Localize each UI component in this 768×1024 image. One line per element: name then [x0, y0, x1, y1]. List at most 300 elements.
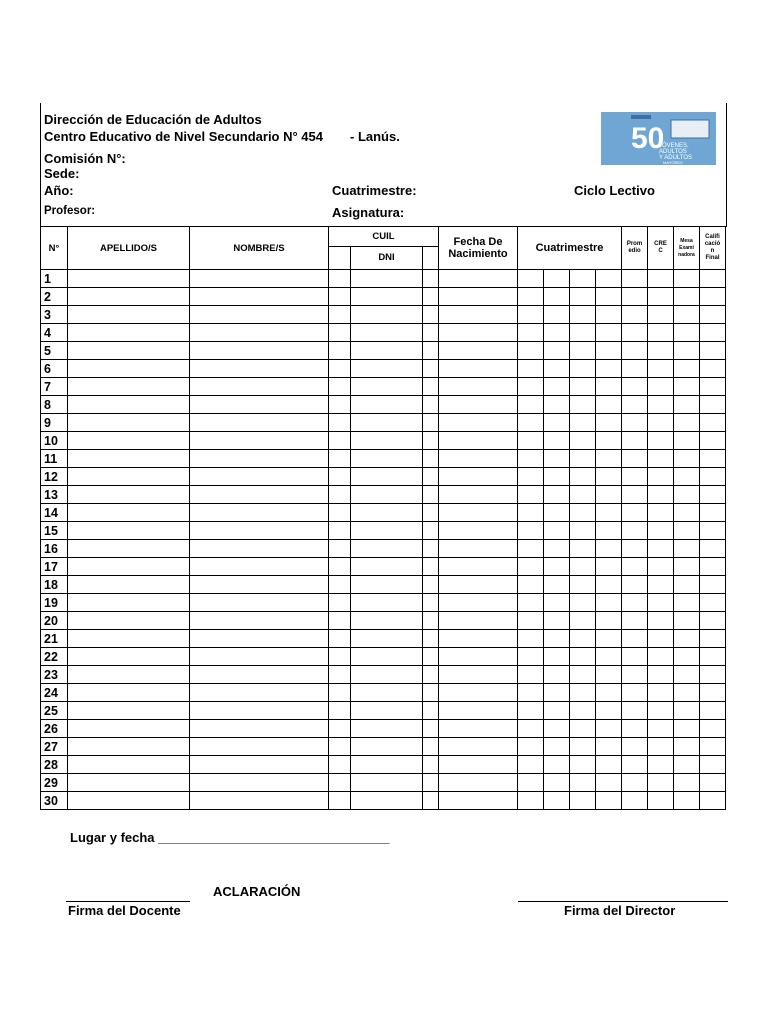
entry-cell[interactable]: [570, 738, 596, 756]
entry-cell[interactable]: [622, 612, 648, 630]
entry-cell[interactable]: [68, 558, 190, 576]
entry-cell[interactable]: [570, 288, 596, 306]
entry-cell[interactable]: [439, 522, 518, 540]
entry-cell[interactable]: [68, 342, 190, 360]
entry-cell[interactable]: [700, 360, 726, 378]
entry-cell[interactable]: [423, 450, 439, 468]
entry-cell[interactable]: [596, 450, 622, 468]
entry-cell[interactable]: [622, 684, 648, 702]
entry-cell[interactable]: [190, 306, 329, 324]
entry-cell[interactable]: [674, 738, 700, 756]
entry-cell[interactable]: [596, 702, 622, 720]
entry-cell[interactable]: [423, 468, 439, 486]
entry-cell[interactable]: [351, 360, 423, 378]
entry-cell[interactable]: [700, 666, 726, 684]
entry-cell[interactable]: [700, 504, 726, 522]
entry-cell[interactable]: [648, 792, 674, 810]
entry-cell[interactable]: [648, 288, 674, 306]
entry-cell[interactable]: [544, 666, 570, 684]
entry-cell[interactable]: [622, 378, 648, 396]
entry-cell[interactable]: [570, 630, 596, 648]
entry-cell[interactable]: [518, 666, 544, 684]
entry-cell[interactable]: [190, 666, 329, 684]
entry-cell[interactable]: [622, 396, 648, 414]
entry-cell[interactable]: [68, 396, 190, 414]
entry-cell[interactable]: [439, 432, 518, 450]
entry-cell[interactable]: [544, 738, 570, 756]
entry-cell[interactable]: [423, 504, 439, 522]
entry-cell[interactable]: [622, 666, 648, 684]
entry-cell[interactable]: [518, 612, 544, 630]
entry-cell[interactable]: [622, 414, 648, 432]
entry-cell[interactable]: [700, 738, 726, 756]
entry-cell[interactable]: [544, 450, 570, 468]
entry-cell[interactable]: [190, 486, 329, 504]
entry-cell[interactable]: [439, 360, 518, 378]
entry-cell[interactable]: [674, 288, 700, 306]
entry-cell[interactable]: [351, 396, 423, 414]
entry-cell[interactable]: [518, 648, 544, 666]
entry-cell[interactable]: [648, 342, 674, 360]
entry-cell[interactable]: [329, 486, 351, 504]
entry-cell[interactable]: [190, 342, 329, 360]
entry-cell[interactable]: [622, 288, 648, 306]
entry-cell[interactable]: [351, 702, 423, 720]
entry-cell[interactable]: [518, 288, 544, 306]
entry-cell[interactable]: [544, 360, 570, 378]
entry-cell[interactable]: [648, 648, 674, 666]
entry-cell[interactable]: [190, 540, 329, 558]
entry-cell[interactable]: [351, 378, 423, 396]
entry-cell[interactable]: [622, 702, 648, 720]
entry-cell[interactable]: [518, 360, 544, 378]
entry-cell[interactable]: [439, 576, 518, 594]
entry-cell[interactable]: [68, 360, 190, 378]
entry-cell[interactable]: [570, 612, 596, 630]
entry-cell[interactable]: [518, 324, 544, 342]
entry-cell[interactable]: [518, 630, 544, 648]
entry-cell[interactable]: [329, 612, 351, 630]
entry-cell[interactable]: [439, 720, 518, 738]
entry-cell[interactable]: [596, 594, 622, 612]
entry-cell[interactable]: [700, 612, 726, 630]
entry-cell[interactable]: [648, 720, 674, 738]
entry-cell[interactable]: [329, 522, 351, 540]
entry-cell[interactable]: [570, 270, 596, 288]
entry-cell[interactable]: [190, 702, 329, 720]
entry-cell[interactable]: [423, 576, 439, 594]
entry-cell[interactable]: [544, 648, 570, 666]
entry-cell[interactable]: [622, 324, 648, 342]
entry-cell[interactable]: [596, 774, 622, 792]
entry-cell[interactable]: [190, 684, 329, 702]
entry-cell[interactable]: [423, 792, 439, 810]
entry-cell[interactable]: [439, 306, 518, 324]
entry-cell[interactable]: [544, 486, 570, 504]
entry-cell[interactable]: [596, 504, 622, 522]
entry-cell[interactable]: [570, 378, 596, 396]
entry-cell[interactable]: [700, 432, 726, 450]
entry-cell[interactable]: [570, 720, 596, 738]
entry-cell[interactable]: [596, 630, 622, 648]
entry-cell[interactable]: [700, 288, 726, 306]
entry-cell[interactable]: [674, 522, 700, 540]
entry-cell[interactable]: [544, 594, 570, 612]
entry-cell[interactable]: [329, 576, 351, 594]
entry-cell[interactable]: [700, 576, 726, 594]
entry-cell[interactable]: [544, 558, 570, 576]
entry-cell[interactable]: [596, 378, 622, 396]
entry-cell[interactable]: [68, 612, 190, 630]
entry-cell[interactable]: [439, 270, 518, 288]
entry-cell[interactable]: [570, 468, 596, 486]
entry-cell[interactable]: [544, 720, 570, 738]
entry-cell[interactable]: [622, 594, 648, 612]
entry-cell[interactable]: [423, 774, 439, 792]
entry-cell[interactable]: [329, 504, 351, 522]
entry-cell[interactable]: [329, 378, 351, 396]
entry-cell[interactable]: [544, 504, 570, 522]
entry-cell[interactable]: [596, 342, 622, 360]
entry-cell[interactable]: [423, 738, 439, 756]
entry-cell[interactable]: [423, 684, 439, 702]
entry-cell[interactable]: [544, 324, 570, 342]
entry-cell[interactable]: [351, 324, 423, 342]
entry-cell[interactable]: [596, 324, 622, 342]
entry-cell[interactable]: [423, 756, 439, 774]
entry-cell[interactable]: [648, 522, 674, 540]
entry-cell[interactable]: [518, 576, 544, 594]
entry-cell[interactable]: [518, 720, 544, 738]
entry-cell[interactable]: [423, 522, 439, 540]
entry-cell[interactable]: [648, 774, 674, 792]
entry-cell[interactable]: [544, 540, 570, 558]
entry-cell[interactable]: [596, 486, 622, 504]
entry-cell[interactable]: [518, 270, 544, 288]
entry-cell[interactable]: [518, 738, 544, 756]
entry-cell[interactable]: [570, 306, 596, 324]
entry-cell[interactable]: [351, 774, 423, 792]
entry-cell[interactable]: [190, 594, 329, 612]
entry-cell[interactable]: [570, 792, 596, 810]
entry-cell[interactable]: [674, 702, 700, 720]
entry-cell[interactable]: [596, 756, 622, 774]
entry-cell[interactable]: [544, 630, 570, 648]
entry-cell[interactable]: [544, 414, 570, 432]
entry-cell[interactable]: [596, 270, 622, 288]
entry-cell[interactable]: [674, 540, 700, 558]
entry-cell[interactable]: [518, 792, 544, 810]
entry-cell[interactable]: [518, 468, 544, 486]
entry-cell[interactable]: [68, 594, 190, 612]
entry-cell[interactable]: [68, 720, 190, 738]
entry-cell[interactable]: [518, 396, 544, 414]
entry-cell[interactable]: [190, 648, 329, 666]
entry-cell[interactable]: [439, 450, 518, 468]
entry-cell[interactable]: [423, 396, 439, 414]
entry-cell[interactable]: [68, 576, 190, 594]
entry-cell[interactable]: [596, 684, 622, 702]
entry-cell[interactable]: [439, 540, 518, 558]
entry-cell[interactable]: [648, 324, 674, 342]
entry-cell[interactable]: [351, 540, 423, 558]
entry-cell[interactable]: [423, 630, 439, 648]
entry-cell[interactable]: [622, 630, 648, 648]
entry-cell[interactable]: [570, 324, 596, 342]
entry-cell[interactable]: [329, 342, 351, 360]
entry-cell[interactable]: [570, 342, 596, 360]
entry-cell[interactable]: [622, 540, 648, 558]
entry-cell[interactable]: [423, 666, 439, 684]
entry-cell[interactable]: [190, 432, 329, 450]
entry-cell[interactable]: [439, 756, 518, 774]
entry-cell[interactable]: [518, 540, 544, 558]
entry-cell[interactable]: [68, 270, 190, 288]
entry-cell[interactable]: [648, 756, 674, 774]
entry-cell[interactable]: [329, 306, 351, 324]
entry-cell[interactable]: [622, 738, 648, 756]
entry-cell[interactable]: [190, 522, 329, 540]
entry-cell[interactable]: [570, 774, 596, 792]
entry-cell[interactable]: [596, 576, 622, 594]
entry-cell[interactable]: [68, 432, 190, 450]
entry-cell[interactable]: [329, 540, 351, 558]
entry-cell[interactable]: [596, 360, 622, 378]
entry-cell[interactable]: [596, 306, 622, 324]
entry-cell[interactable]: [190, 468, 329, 486]
entry-cell[interactable]: [648, 540, 674, 558]
entry-cell[interactable]: [329, 738, 351, 756]
entry-cell[interactable]: [518, 450, 544, 468]
entry-cell[interactable]: [329, 432, 351, 450]
entry-cell[interactable]: [351, 612, 423, 630]
entry-cell[interactable]: [351, 504, 423, 522]
entry-cell[interactable]: [190, 396, 329, 414]
entry-cell[interactable]: [622, 270, 648, 288]
entry-cell[interactable]: [190, 450, 329, 468]
entry-cell[interactable]: [544, 270, 570, 288]
entry-cell[interactable]: [700, 378, 726, 396]
entry-cell[interactable]: [700, 522, 726, 540]
entry-cell[interactable]: [674, 324, 700, 342]
entry-cell[interactable]: [596, 612, 622, 630]
entry-cell[interactable]: [329, 288, 351, 306]
entry-cell[interactable]: [68, 288, 190, 306]
entry-cell[interactable]: [190, 738, 329, 756]
entry-cell[interactable]: [423, 270, 439, 288]
entry-cell[interactable]: [622, 792, 648, 810]
entry-cell[interactable]: [700, 792, 726, 810]
entry-cell[interactable]: [351, 648, 423, 666]
entry-cell[interactable]: [439, 324, 518, 342]
entry-cell[interactable]: [570, 648, 596, 666]
entry-cell[interactable]: [648, 684, 674, 702]
entry-cell[interactable]: [439, 684, 518, 702]
entry-cell[interactable]: [329, 756, 351, 774]
entry-cell[interactable]: [700, 324, 726, 342]
entry-cell[interactable]: [544, 522, 570, 540]
entry-cell[interactable]: [190, 504, 329, 522]
entry-cell[interactable]: [544, 792, 570, 810]
entry-cell[interactable]: [68, 306, 190, 324]
entry-cell[interactable]: [518, 432, 544, 450]
entry-cell[interactable]: [68, 756, 190, 774]
entry-cell[interactable]: [700, 702, 726, 720]
entry-cell[interactable]: [648, 432, 674, 450]
entry-cell[interactable]: [439, 486, 518, 504]
entry-cell[interactable]: [674, 306, 700, 324]
entry-cell[interactable]: [700, 342, 726, 360]
entry-cell[interactable]: [648, 738, 674, 756]
entry-cell[interactable]: [648, 468, 674, 486]
entry-cell[interactable]: [68, 630, 190, 648]
entry-cell[interactable]: [674, 558, 700, 576]
entry-cell[interactable]: [648, 270, 674, 288]
entry-cell[interactable]: [674, 774, 700, 792]
entry-cell[interactable]: [596, 648, 622, 666]
entry-cell[interactable]: [622, 468, 648, 486]
entry-cell[interactable]: [700, 648, 726, 666]
entry-cell[interactable]: [544, 576, 570, 594]
entry-cell[interactable]: [674, 756, 700, 774]
entry-cell[interactable]: [674, 792, 700, 810]
entry-cell[interactable]: [700, 306, 726, 324]
entry-cell[interactable]: [544, 306, 570, 324]
entry-cell[interactable]: [648, 414, 674, 432]
entry-cell[interactable]: [518, 306, 544, 324]
entry-cell[interactable]: [648, 306, 674, 324]
entry-cell[interactable]: [570, 594, 596, 612]
entry-cell[interactable]: [351, 342, 423, 360]
entry-cell[interactable]: [439, 630, 518, 648]
entry-cell[interactable]: [674, 666, 700, 684]
entry-cell[interactable]: [68, 378, 190, 396]
entry-cell[interactable]: [68, 738, 190, 756]
entry-cell[interactable]: [674, 396, 700, 414]
entry-cell[interactable]: [674, 378, 700, 396]
entry-cell[interactable]: [423, 702, 439, 720]
entry-cell[interactable]: [700, 756, 726, 774]
entry-cell[interactable]: [329, 360, 351, 378]
entry-cell[interactable]: [423, 558, 439, 576]
entry-cell[interactable]: [674, 486, 700, 504]
entry-cell[interactable]: [544, 702, 570, 720]
entry-cell[interactable]: [190, 324, 329, 342]
entry-cell[interactable]: [423, 612, 439, 630]
entry-cell[interactable]: [351, 288, 423, 306]
entry-cell[interactable]: [351, 684, 423, 702]
entry-cell[interactable]: [700, 720, 726, 738]
entry-cell[interactable]: [439, 774, 518, 792]
entry-cell[interactable]: [700, 594, 726, 612]
entry-cell[interactable]: [570, 756, 596, 774]
entry-cell[interactable]: [570, 684, 596, 702]
entry-cell[interactable]: [68, 792, 190, 810]
entry-cell[interactable]: [518, 486, 544, 504]
entry-cell[interactable]: [190, 720, 329, 738]
entry-cell[interactable]: [68, 468, 190, 486]
entry-cell[interactable]: [351, 306, 423, 324]
entry-cell[interactable]: [622, 306, 648, 324]
entry-cell[interactable]: [596, 558, 622, 576]
entry-cell[interactable]: [674, 684, 700, 702]
entry-cell[interactable]: [190, 576, 329, 594]
entry-cell[interactable]: [351, 270, 423, 288]
entry-cell[interactable]: [596, 288, 622, 306]
entry-cell[interactable]: [700, 468, 726, 486]
entry-cell[interactable]: [700, 486, 726, 504]
entry-cell[interactable]: [518, 414, 544, 432]
entry-cell[interactable]: [622, 522, 648, 540]
entry-cell[interactable]: [439, 414, 518, 432]
entry-cell[interactable]: [190, 270, 329, 288]
entry-cell[interactable]: [351, 468, 423, 486]
entry-cell[interactable]: [351, 666, 423, 684]
entry-cell[interactable]: [190, 630, 329, 648]
entry-cell[interactable]: [674, 270, 700, 288]
entry-cell[interactable]: [570, 540, 596, 558]
entry-cell[interactable]: [570, 396, 596, 414]
entry-cell[interactable]: [596, 738, 622, 756]
entry-cell[interactable]: [648, 666, 674, 684]
entry-cell[interactable]: [596, 720, 622, 738]
entry-cell[interactable]: [329, 666, 351, 684]
entry-cell[interactable]: [351, 522, 423, 540]
entry-cell[interactable]: [329, 702, 351, 720]
entry-cell[interactable]: [329, 594, 351, 612]
entry-cell[interactable]: [68, 774, 190, 792]
entry-cell[interactable]: [439, 792, 518, 810]
entry-cell[interactable]: [190, 414, 329, 432]
entry-cell[interactable]: [68, 486, 190, 504]
entry-cell[interactable]: [329, 450, 351, 468]
entry-cell[interactable]: [570, 432, 596, 450]
entry-cell[interactable]: [544, 432, 570, 450]
entry-cell[interactable]: [622, 432, 648, 450]
entry-cell[interactable]: [700, 450, 726, 468]
entry-cell[interactable]: [351, 414, 423, 432]
entry-cell[interactable]: [544, 612, 570, 630]
entry-cell[interactable]: [423, 594, 439, 612]
entry-cell[interactable]: [648, 396, 674, 414]
entry-cell[interactable]: [596, 792, 622, 810]
entry-cell[interactable]: [351, 630, 423, 648]
entry-cell[interactable]: [329, 648, 351, 666]
entry-cell[interactable]: [518, 558, 544, 576]
entry-cell[interactable]: [190, 756, 329, 774]
entry-cell[interactable]: [423, 288, 439, 306]
entry-cell[interactable]: [648, 702, 674, 720]
entry-cell[interactable]: [674, 648, 700, 666]
entry-cell[interactable]: [570, 360, 596, 378]
entry-cell[interactable]: [439, 504, 518, 522]
entry-cell[interactable]: [700, 630, 726, 648]
entry-cell[interactable]: [68, 666, 190, 684]
entry-cell[interactable]: [351, 720, 423, 738]
entry-cell[interactable]: [674, 576, 700, 594]
entry-cell[interactable]: [648, 558, 674, 576]
entry-cell[interactable]: [622, 756, 648, 774]
entry-cell[interactable]: [700, 558, 726, 576]
entry-cell[interactable]: [190, 558, 329, 576]
entry-cell[interactable]: [622, 504, 648, 522]
entry-cell[interactable]: [700, 774, 726, 792]
entry-cell[interactable]: [648, 486, 674, 504]
entry-cell[interactable]: [351, 486, 423, 504]
entry-cell[interactable]: [622, 558, 648, 576]
entry-cell[interactable]: [423, 306, 439, 324]
entry-cell[interactable]: [622, 720, 648, 738]
